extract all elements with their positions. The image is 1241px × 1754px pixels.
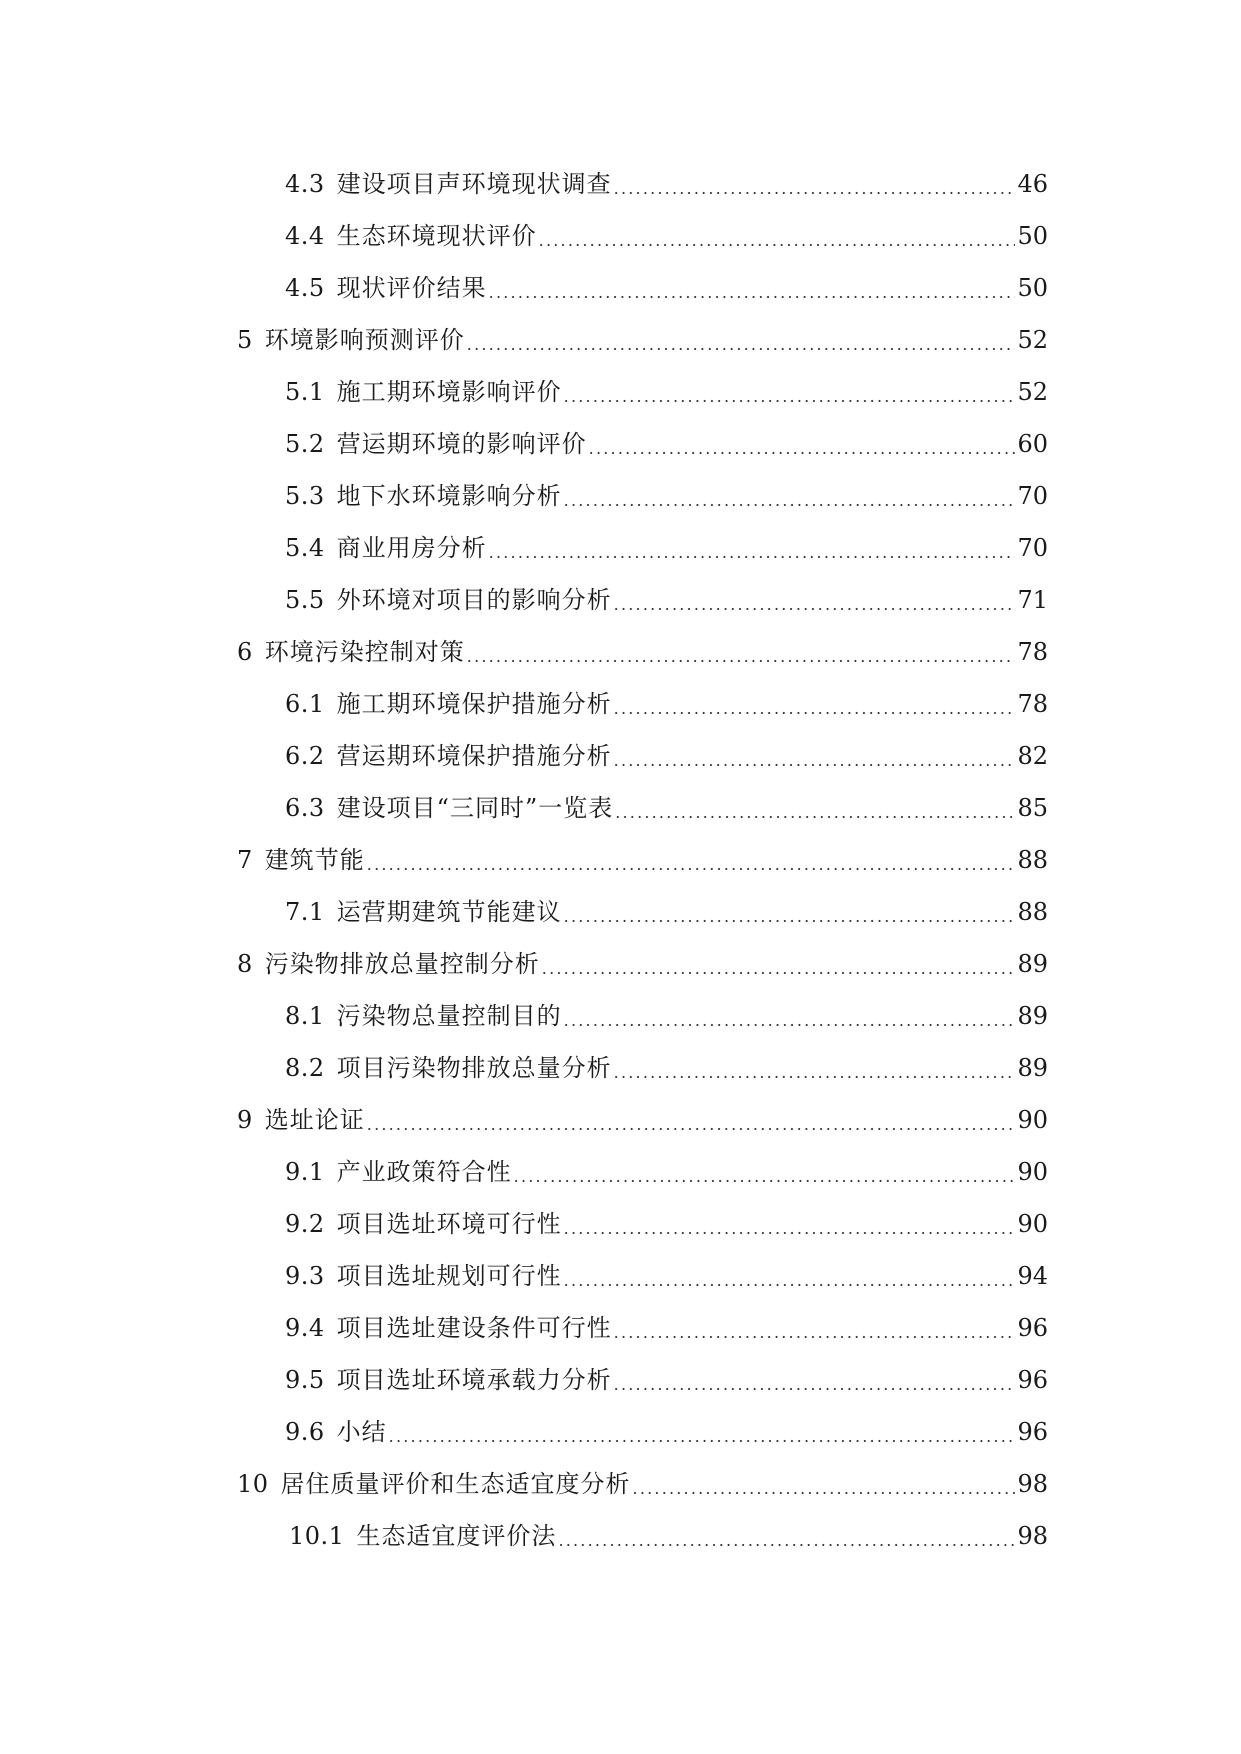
dot-leader — [539, 227, 1016, 255]
toc-entry-number: 5.5 — [285, 586, 325, 614]
toc-entry[interactable] — [0, 730, 1048, 782]
toc-entry[interactable] — [0, 1510, 1048, 1562]
toc-entry[interactable] — [0, 366, 1048, 418]
toc-entry-number: 10.1 — [289, 1522, 345, 1550]
toc-entry-title: 运营期建筑节能建议 — [336, 898, 562, 926]
toc-entry-title: 项目选址规划可行性 — [336, 1262, 562, 1290]
dot-leader — [367, 851, 1016, 879]
toc-entry-number: 7.1 — [285, 898, 325, 926]
toc-entry-page: 88 — [1017, 898, 1048, 926]
toc-entry-title: 生态适宜度评价法 — [356, 1522, 557, 1550]
toc-entry-title: 建筑节能 — [264, 846, 365, 874]
toc-entry[interactable] — [0, 418, 1048, 470]
toc-entry[interactable] — [0, 782, 1048, 834]
toc-entry-number: 6.1 — [285, 690, 325, 718]
toc-entry-title: 项目选址环境承载力分析 — [336, 1366, 612, 1394]
toc-entry-page: 98 — [1017, 1470, 1048, 1498]
toc-entry-number: 5.2 — [285, 430, 325, 458]
toc-entry-number: 9.1 — [285, 1158, 325, 1186]
toc-entry-page: 89 — [1017, 1054, 1048, 1082]
dot-leader — [514, 1163, 1016, 1191]
toc-entry-title: 项目污染物排放总量分析 — [336, 1054, 612, 1082]
dot-leader — [614, 1371, 1016, 1399]
toc-entry-title: 小结 — [336, 1418, 387, 1446]
toc-entry-number: 8.1 — [285, 1002, 325, 1030]
toc-entry-page: 52 — [1017, 378, 1048, 406]
toc-entry[interactable] — [0, 210, 1048, 262]
dot-leader — [467, 643, 1016, 671]
dot-leader — [564, 1007, 1016, 1035]
toc-entry-title: 外环境对项目的影响分析 — [336, 586, 612, 614]
toc-entry[interactable] — [0, 470, 1048, 522]
toc-entry-page: 85 — [1017, 794, 1048, 822]
toc-entry[interactable] — [0, 678, 1048, 730]
dot-leader — [589, 435, 1016, 463]
toc-entry-title: 环境影响预测评价 — [264, 326, 465, 354]
toc-entry-title: 地下水环境影响分析 — [336, 482, 562, 510]
dot-leader — [564, 383, 1016, 411]
toc-entry-number: 4.5 — [285, 274, 325, 302]
toc-entry-number: 6 — [237, 638, 253, 666]
dot-leader — [614, 747, 1016, 775]
dot-leader — [633, 1475, 1016, 1503]
dot-leader — [367, 1111, 1016, 1139]
toc-entry[interactable] — [0, 1042, 1048, 1094]
toc-entry[interactable] — [0, 1406, 1048, 1458]
toc-entry-page: 94 — [1017, 1262, 1048, 1290]
toc-entry-page: 52 — [1017, 326, 1048, 354]
toc-entry-title: 污染物排放总量控制分析 — [264, 950, 540, 978]
toc-entry-title: 施工期环境保护措施分析 — [336, 690, 612, 718]
toc-entry-title: 污染物总量控制目的 — [336, 1002, 562, 1030]
dot-leader — [615, 799, 1015, 827]
toc-entry-number: 5 — [237, 326, 253, 354]
toc-entry-page: 90 — [1017, 1106, 1048, 1134]
toc-entry-title: 营运期环境的影响评价 — [336, 430, 587, 458]
toc-entry[interactable] — [0, 522, 1048, 574]
dot-leader — [489, 279, 1016, 307]
toc-entry[interactable] — [0, 1354, 1048, 1406]
toc-entry-number: 9.5 — [285, 1366, 325, 1394]
toc-entry-title: 营运期环境保护措施分析 — [336, 742, 612, 770]
toc-entry-page: 90 — [1017, 1158, 1048, 1186]
dot-leader — [389, 1423, 1016, 1451]
dot-leader — [614, 1059, 1016, 1087]
toc-entry-page: 98 — [1017, 1522, 1048, 1550]
toc-entry-number: 9.3 — [285, 1262, 325, 1290]
toc-entry-title: 项目选址建设条件可行性 — [336, 1314, 612, 1342]
toc-chapter[interactable] — [0, 626, 1048, 678]
dot-leader — [614, 695, 1016, 723]
dot-leader — [564, 903, 1016, 931]
toc-entry-number: 8.2 — [285, 1054, 325, 1082]
toc-entry-page: 96 — [1017, 1366, 1048, 1394]
dot-leader — [564, 1215, 1016, 1243]
toc-entry-number: 8 — [237, 950, 253, 978]
toc-chapter[interactable] — [0, 1458, 1048, 1510]
toc-entry-title: 施工期环境影响评价 — [336, 378, 562, 406]
toc-chapter[interactable] — [0, 834, 1048, 886]
dot-leader — [542, 955, 1016, 983]
toc-entry-title: 生态环境现状评价 — [336, 222, 537, 250]
toc-entry-page: 82 — [1017, 742, 1048, 770]
toc-entry-page: 90 — [1017, 1210, 1048, 1238]
toc-entry-number: 9.2 — [285, 1210, 325, 1238]
toc-entry[interactable] — [0, 574, 1048, 626]
toc-entry-page: 70 — [1017, 482, 1048, 510]
toc-entry-page: 88 — [1017, 846, 1048, 874]
toc-entry[interactable] — [0, 1146, 1048, 1198]
toc-entry-page: 89 — [1017, 1002, 1048, 1030]
toc-chapter[interactable] — [0, 1094, 1048, 1146]
toc-entry-page: 70 — [1017, 534, 1048, 562]
dot-leader — [558, 1527, 1015, 1555]
toc-entry-number: 4.3 — [285, 170, 325, 198]
dot-leader — [614, 591, 1016, 619]
dot-leader — [564, 1267, 1016, 1295]
toc-entry-title: 商业用房分析 — [336, 534, 487, 562]
toc-entry-title: 建设项目声环境现状调查 — [336, 170, 612, 198]
toc-entry-page: 96 — [1017, 1418, 1048, 1446]
toc-entry-title: 现状评价结果 — [336, 274, 487, 302]
toc-entry-number: 4.4 — [285, 222, 325, 250]
toc-entry-number: 6.3 — [285, 794, 325, 822]
toc-entry-number: 9.6 — [285, 1418, 325, 1446]
table-of-contents — [0, 158, 1241, 1562]
toc-entry-page: 50 — [1017, 222, 1048, 250]
toc-entry-title: 建设项目“三同时”一览表 — [336, 794, 614, 822]
toc-entry-title: 选址论证 — [264, 1106, 365, 1134]
dot-leader — [467, 331, 1016, 359]
toc-entry-number: 6.2 — [285, 742, 325, 770]
toc-entry-page: 89 — [1017, 950, 1048, 978]
toc-entry-number: 5.3 — [285, 482, 325, 510]
toc-entry-title: 项目选址环境可行性 — [336, 1210, 562, 1238]
dot-leader — [489, 539, 1016, 567]
toc-entry-title: 环境污染控制对策 — [264, 638, 465, 666]
toc-entry[interactable] — [0, 1250, 1048, 1302]
toc-entry[interactable] — [0, 1302, 1048, 1354]
toc-entry-page: 78 — [1017, 638, 1048, 666]
toc-chapter[interactable] — [0, 314, 1048, 366]
toc-entry[interactable] — [0, 1198, 1048, 1250]
toc-entry[interactable] — [0, 262, 1048, 314]
toc-entry-number: 5.4 — [285, 534, 325, 562]
toc-entry-number: 5.1 — [285, 378, 325, 406]
toc-entry-number: 7 — [237, 846, 253, 874]
toc-entry-page: 50 — [1017, 274, 1048, 302]
toc-entry-page: 78 — [1017, 690, 1048, 718]
toc-entry-title: 居住质量评价和生态适宜度分析 — [280, 1470, 631, 1498]
dot-leader — [564, 487, 1016, 515]
toc-entry-title: 产业政策符合性 — [336, 1158, 512, 1186]
toc-entry-page: 96 — [1017, 1314, 1048, 1342]
toc-entry-page: 71 — [1017, 586, 1048, 614]
toc-entry-page: 46 — [1017, 170, 1048, 198]
toc-entry-number: 9 — [237, 1106, 253, 1134]
dot-leader — [614, 175, 1016, 203]
toc-chapter[interactable] — [0, 938, 1048, 990]
toc-entry[interactable] — [0, 158, 1048, 210]
toc-entry[interactable] — [0, 990, 1048, 1042]
toc-entry-page: 60 — [1017, 430, 1048, 458]
dot-leader — [614, 1319, 1016, 1347]
toc-entry[interactable] — [0, 886, 1048, 938]
toc-entry-number: 10 — [237, 1470, 269, 1498]
toc-entry-number: 9.4 — [285, 1314, 325, 1342]
